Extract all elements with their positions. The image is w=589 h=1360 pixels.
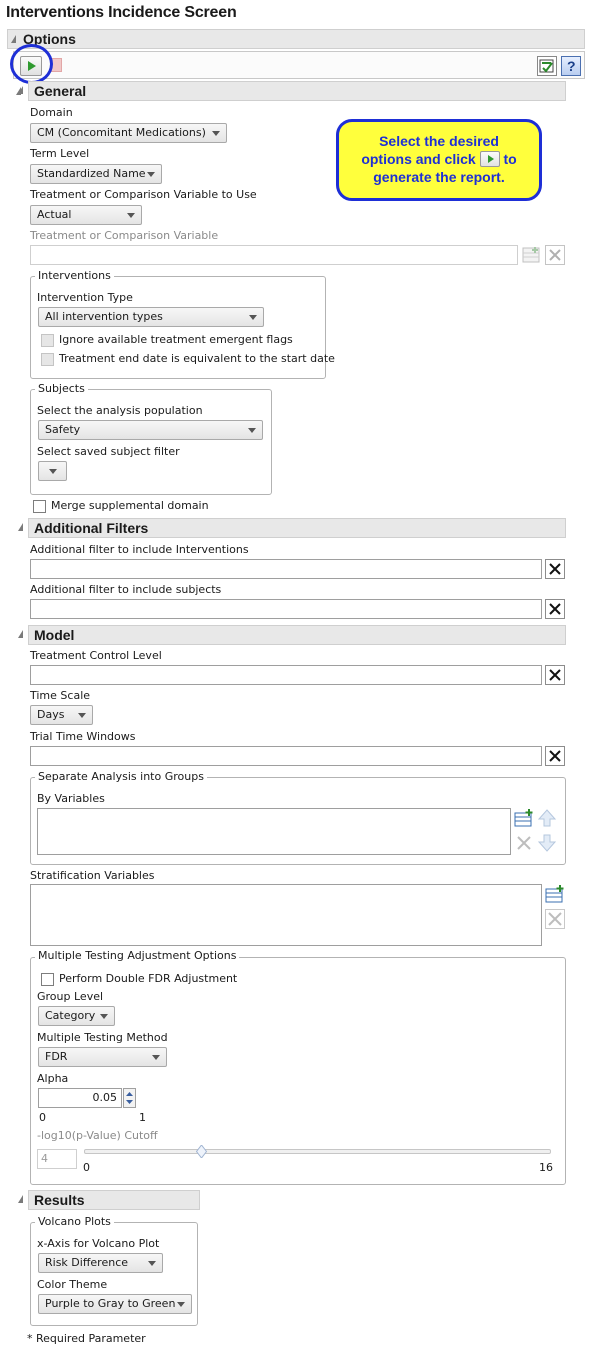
results-collapse-icon[interactable]	[18, 1195, 23, 1203]
subjects-filter-field[interactable]	[30, 599, 542, 619]
add-by-variable-button[interactable]	[514, 808, 534, 828]
stratification-label: Stratification Variables	[30, 869, 155, 882]
help-button[interactable]	[561, 56, 581, 76]
mt-method-value: FDR	[45, 1050, 68, 1063]
group-level-value: Category	[45, 1009, 96, 1022]
trial-windows-label: Trial Time Windows	[30, 730, 136, 743]
arrow-down-icon	[537, 833, 557, 853]
color-theme-select[interactable]	[38, 1294, 192, 1314]
volcano-xaxis-label: x-Axis for Volcano Plot	[37, 1237, 160, 1250]
intervention-type-select[interactable]	[38, 307, 264, 327]
clear-control-level-button[interactable]	[545, 665, 565, 685]
close-icon	[548, 602, 562, 616]
save-settings-button[interactable]	[537, 56, 557, 76]
merge-supplemental-checkbox[interactable]	[33, 500, 46, 513]
results-outline-header[interactable]	[28, 1190, 200, 1210]
cutoff-min-label: 0	[83, 1161, 90, 1174]
slider-thumb-icon	[196, 1145, 207, 1158]
close-icon	[548, 562, 562, 576]
close-icon	[548, 248, 562, 262]
chevron-down-icon	[152, 1055, 160, 1060]
intervention-type-value: All intervention types	[45, 310, 163, 323]
trial-windows-field[interactable]	[30, 746, 542, 766]
general-title: General	[34, 83, 87, 99]
cutoff-slider-thumb[interactable]	[196, 1145, 207, 1158]
add-column-button[interactable]	[521, 245, 541, 265]
mt-group-title: Multiple Testing Adjustment Options	[35, 949, 239, 962]
mt-method-label: Multiple Testing Method	[37, 1031, 168, 1044]
alpha-max-label: 1	[139, 1111, 146, 1124]
treatment-var-field[interactable]	[30, 245, 518, 265]
group-level-select[interactable]	[38, 1006, 115, 1026]
additional-filters-title: Additional Filters	[34, 520, 149, 536]
add-column-icon	[545, 884, 565, 904]
arrow-up-icon	[537, 808, 557, 828]
domain-label: Domain	[30, 106, 73, 119]
options-title: Options	[23, 31, 76, 47]
double-fdr-checkbox[interactable]	[41, 973, 54, 986]
results-title: Results	[34, 1192, 85, 1208]
chevron-down-icon	[78, 713, 86, 718]
window-title: Interventions Incidence Screen	[6, 4, 237, 21]
spinner-arrows-icon	[124, 1089, 135, 1107]
interventions-filter-label: Additional filter to include Interventions	[30, 543, 249, 556]
callout-line2a: options and click	[361, 151, 476, 167]
additional-filters-outline-header[interactable]	[28, 518, 566, 538]
remove-treatment-var-button[interactable]	[545, 245, 565, 265]
end-date-label: Treatment end date is equivalent to the start date	[59, 352, 335, 365]
required-note: * Required Parameter	[27, 1332, 146, 1345]
merge-supplemental-label: Merge supplemental domain	[51, 499, 209, 512]
domain-value: CM (Concomitant Medications)	[37, 126, 206, 139]
end-date-checkbox[interactable]	[41, 353, 54, 366]
model-title: Model	[34, 627, 75, 643]
volcano-xaxis-select[interactable]	[38, 1253, 163, 1273]
subjects-filter-label: Additional filter to include subjects	[30, 583, 222, 596]
chevron-down-icon	[127, 213, 135, 218]
run-icon	[480, 151, 500, 167]
chevron-down-icon	[248, 428, 256, 433]
mt-method-select[interactable]	[38, 1047, 167, 1067]
volcano-group-title: Volcano Plots	[35, 1215, 114, 1228]
stratification-list[interactable]	[30, 884, 542, 946]
options-outline-header[interactable]	[7, 29, 585, 49]
cutoff-max-label: 16	[539, 1161, 553, 1174]
general-outline-header[interactable]	[28, 81, 566, 101]
toolbar	[13, 51, 585, 79]
callout-line2b: to	[503, 151, 517, 167]
chevron-down-icon	[212, 131, 220, 136]
chevron-down-icon	[177, 1302, 185, 1307]
by-variables-label: By Variables	[37, 792, 105, 805]
instruction-callout	[336, 119, 542, 201]
general-collapse-icon[interactable]	[18, 86, 23, 94]
chevron-down-icon	[148, 1261, 156, 1266]
collapse-triangle-icon[interactable]	[11, 35, 16, 43]
subjects-group-title: Subjects	[35, 382, 88, 395]
chevron-down-icon	[147, 172, 155, 177]
close-icon	[514, 833, 534, 853]
color-theme-value: Purple to Gray to Green	[45, 1297, 176, 1310]
model-outline-header[interactable]	[28, 625, 566, 645]
term-level-value: Standardized Name	[37, 167, 146, 180]
time-scale-select[interactable]	[30, 705, 93, 725]
group-level-label: Group Level	[37, 990, 104, 1003]
move-up-button[interactable]	[537, 808, 557, 828]
double-fdr-label: Perform Double FDR Adjustment	[59, 972, 238, 985]
intervention-type-label: Intervention Type	[37, 291, 133, 304]
chevron-down-icon	[100, 1014, 108, 1019]
additional-filters-collapse-icon[interactable]	[18, 523, 23, 531]
cutoff-label: -log10(p-Value) Cutoff	[37, 1129, 158, 1142]
domain-select[interactable]	[30, 123, 227, 143]
by-variables-list[interactable]	[37, 808, 511, 855]
chevron-down-icon	[49, 469, 57, 474]
population-select[interactable]	[38, 420, 263, 440]
model-collapse-icon[interactable]	[18, 630, 23, 638]
ignore-flags-checkbox[interactable]	[41, 334, 54, 347]
highlight-circle	[10, 44, 53, 84]
cutoff-slider-track[interactable]	[84, 1149, 551, 1154]
control-level-label: Treatment Control Level	[30, 649, 162, 662]
control-level-field[interactable]	[30, 665, 542, 685]
add-column-icon	[521, 245, 541, 265]
treatment-var-use-label: Treatment or Comparison Variable to Use	[30, 188, 257, 201]
saved-filter-label: Select saved subject filter	[37, 445, 180, 458]
interventions-filter-field[interactable]	[30, 559, 542, 579]
treatment-var-use-value: Actual	[37, 208, 72, 221]
close-icon	[548, 749, 562, 763]
groups-group-title: Separate Analysis into Groups	[35, 770, 207, 783]
color-theme-label: Color Theme	[37, 1278, 108, 1291]
clear-trial-windows-button[interactable]	[545, 746, 565, 766]
save-settings-icon	[538, 57, 556, 75]
callout-line3: generate the report.	[373, 169, 505, 185]
help-icon: ?	[567, 58, 576, 74]
population-value: Safety	[45, 423, 81, 436]
time-scale-value: Days	[37, 708, 65, 721]
add-column-icon	[514, 808, 534, 828]
treatment-var-use-select[interactable]	[30, 205, 142, 225]
clear-interventions-filter-button[interactable]	[545, 559, 565, 579]
alpha-min-label: 0	[39, 1111, 46, 1124]
close-icon	[548, 668, 562, 682]
chevron-down-icon	[249, 315, 257, 320]
alpha-input[interactable]: 0.05	[38, 1088, 122, 1108]
volcano-xaxis-value: Risk Difference	[45, 1256, 129, 1269]
clear-subjects-filter-button[interactable]	[545, 599, 565, 619]
add-stratification-button[interactable]	[545, 884, 565, 904]
ignore-flags-label: Ignore available treatment emergent flags	[59, 333, 293, 346]
term-level-label: Term Level	[30, 147, 90, 160]
treatment-var-label: Treatment or Comparison Variable	[30, 229, 219, 242]
alpha-label: Alpha	[37, 1072, 69, 1085]
cutoff-input[interactable]: 4	[37, 1149, 77, 1169]
remove-by-variable-button[interactable]	[514, 833, 534, 853]
population-label: Select the analysis population	[37, 404, 203, 417]
saved-filter-select[interactable]	[38, 461, 67, 481]
remove-stratification-button[interactable]	[545, 909, 565, 929]
callout-line1: Select the desired	[379, 133, 499, 149]
move-down-button[interactable]	[537, 833, 557, 853]
alpha-spinner[interactable]	[123, 1088, 136, 1108]
time-scale-label: Time Scale	[30, 689, 91, 702]
term-level-select[interactable]	[30, 164, 162, 184]
interventions-group-title: Interventions	[35, 269, 114, 282]
close-icon	[545, 909, 565, 929]
